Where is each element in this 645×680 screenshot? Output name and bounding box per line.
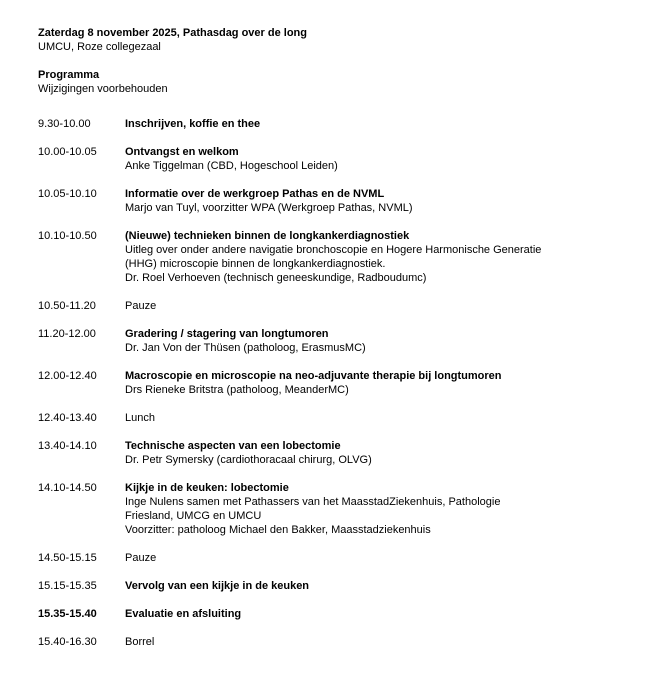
schedule-row [38, 369, 615, 397]
session-detail: Anke Tiggelman (CBD, Hogeschool Leiden) [125, 160, 338, 172]
session-detail: Dr. Petr Symersky (cardiothoracaal chirurg, OLVG) [125, 454, 372, 466]
document-title: Zaterdag 8 november 2025, Pathasdag over de long [38, 27, 307, 39]
session-title: Pauze [125, 300, 157, 312]
schedule-content [125, 327, 615, 355]
schedule-content [125, 117, 615, 131]
document-location: UMCU, Roze collegezaal [38, 41, 161, 53]
session-detail: Dr. Roel Verhoeven (technisch geneeskundige, Radboudumc) [125, 272, 427, 284]
session-title: Informatie over de werkgroep Pathas en de NVML [125, 188, 385, 200]
schedule-time: 11.20-12.00 [38, 328, 96, 340]
schedule-time: 13.40-14.10 [38, 440, 97, 452]
schedule-content [125, 187, 615, 215]
schedule-row [38, 411, 615, 425]
session-detail: Inge Nulens samen met Pathassers van het MaasstadZiekenhuis, Pathologie [125, 496, 501, 508]
schedule-content [125, 411, 615, 425]
session-title: Vervolg van een kijkje in de keuken [125, 580, 310, 592]
schedule-content [125, 299, 615, 313]
schedule-row [38, 551, 615, 565]
session-title: Macroscopie en microscopie na neo-adjuvante therapie bij longtumoren [125, 370, 502, 382]
schedule-row [38, 117, 615, 131]
schedule-row [38, 187, 615, 215]
session-title: Inschrijven, koffie en thee [125, 118, 261, 130]
schedule-row [38, 607, 615, 621]
schedule-content [125, 369, 615, 397]
schedule-time: 10.10-10.50 [38, 230, 97, 242]
schedule-content [125, 481, 615, 537]
document-header [38, 26, 615, 54]
schedule-time: 10.50-11.20 [38, 300, 96, 312]
schedule-content [125, 551, 615, 565]
schedule-row [38, 327, 615, 355]
schedule-time: 9.30-10.00 [38, 118, 91, 130]
session-title: (Nieuwe) technieken binnen de longkankerdiagnostiek [125, 230, 410, 242]
schedule-row [38, 481, 615, 537]
schedule-time: 10.00-10.05 [38, 146, 97, 158]
session-detail: Marjo van Tuyl, voorzitter WPA (Werkgroep Pathas, NVML) [125, 202, 413, 214]
schedule-time: 14.10-14.50 [38, 482, 97, 494]
session-detail: Uitleg over onder andere navigatie bronchoscopie en Hogere Harmonische Generatie [125, 244, 542, 256]
schedule-content [125, 579, 615, 593]
session-detail: Dr. Jan Von der Thüsen (patholoog, ErasmusMC) [125, 342, 366, 354]
session-detail: Friesland, UMCG en UMCU [125, 510, 262, 522]
schedule-content [125, 439, 615, 467]
schedule-time: 15.35-15.40 [38, 608, 97, 620]
schedule-list [38, 117, 615, 649]
program-heading-block [38, 68, 615, 96]
session-title: Gradering / stagering van longtumoren [125, 328, 329, 340]
session-title: Technische aspecten van een lobectomie [125, 440, 341, 452]
session-detail: (HHG) microscopie binnen de longkankerdiagnostiek. [125, 258, 386, 270]
schedule-time: 14.50-15.15 [38, 552, 97, 564]
program-disclaimer: Wijzigingen voorbehouden [38, 83, 168, 95]
session-title: Borrel [125, 636, 155, 648]
session-title: Kijkje in de keuken: lobectomie [125, 482, 289, 494]
schedule-content [125, 229, 615, 285]
schedule-time: 15.40-16.30 [38, 636, 97, 648]
schedule-content [125, 635, 615, 649]
schedule-time: 12.40-13.40 [38, 412, 97, 424]
schedule-row [38, 635, 615, 649]
schedule-row [38, 145, 615, 173]
schedule-row [38, 439, 615, 467]
schedule-row [38, 299, 615, 313]
schedule-time: 15.15-15.35 [38, 580, 97, 592]
schedule-row [38, 229, 615, 285]
session-title: Lunch [125, 412, 155, 424]
schedule-time: 12.00-12.40 [38, 370, 97, 382]
session-detail: Drs Rieneke Britstra (patholoog, MeanderMC) [125, 384, 349, 396]
program-heading: Programma [38, 69, 100, 81]
session-title: Pauze [125, 552, 157, 564]
session-title: Ontvangst en welkom [125, 146, 239, 158]
schedule-row [38, 579, 615, 593]
session-title: Evaluatie en afsluiting [125, 608, 242, 620]
schedule-content [125, 145, 615, 173]
schedule-time: 10.05-10.10 [38, 188, 97, 200]
session-detail: Voorzitter: patholoog Michael den Bakker, Maasstadziekenhuis [125, 524, 431, 536]
schedule-content [125, 607, 615, 621]
